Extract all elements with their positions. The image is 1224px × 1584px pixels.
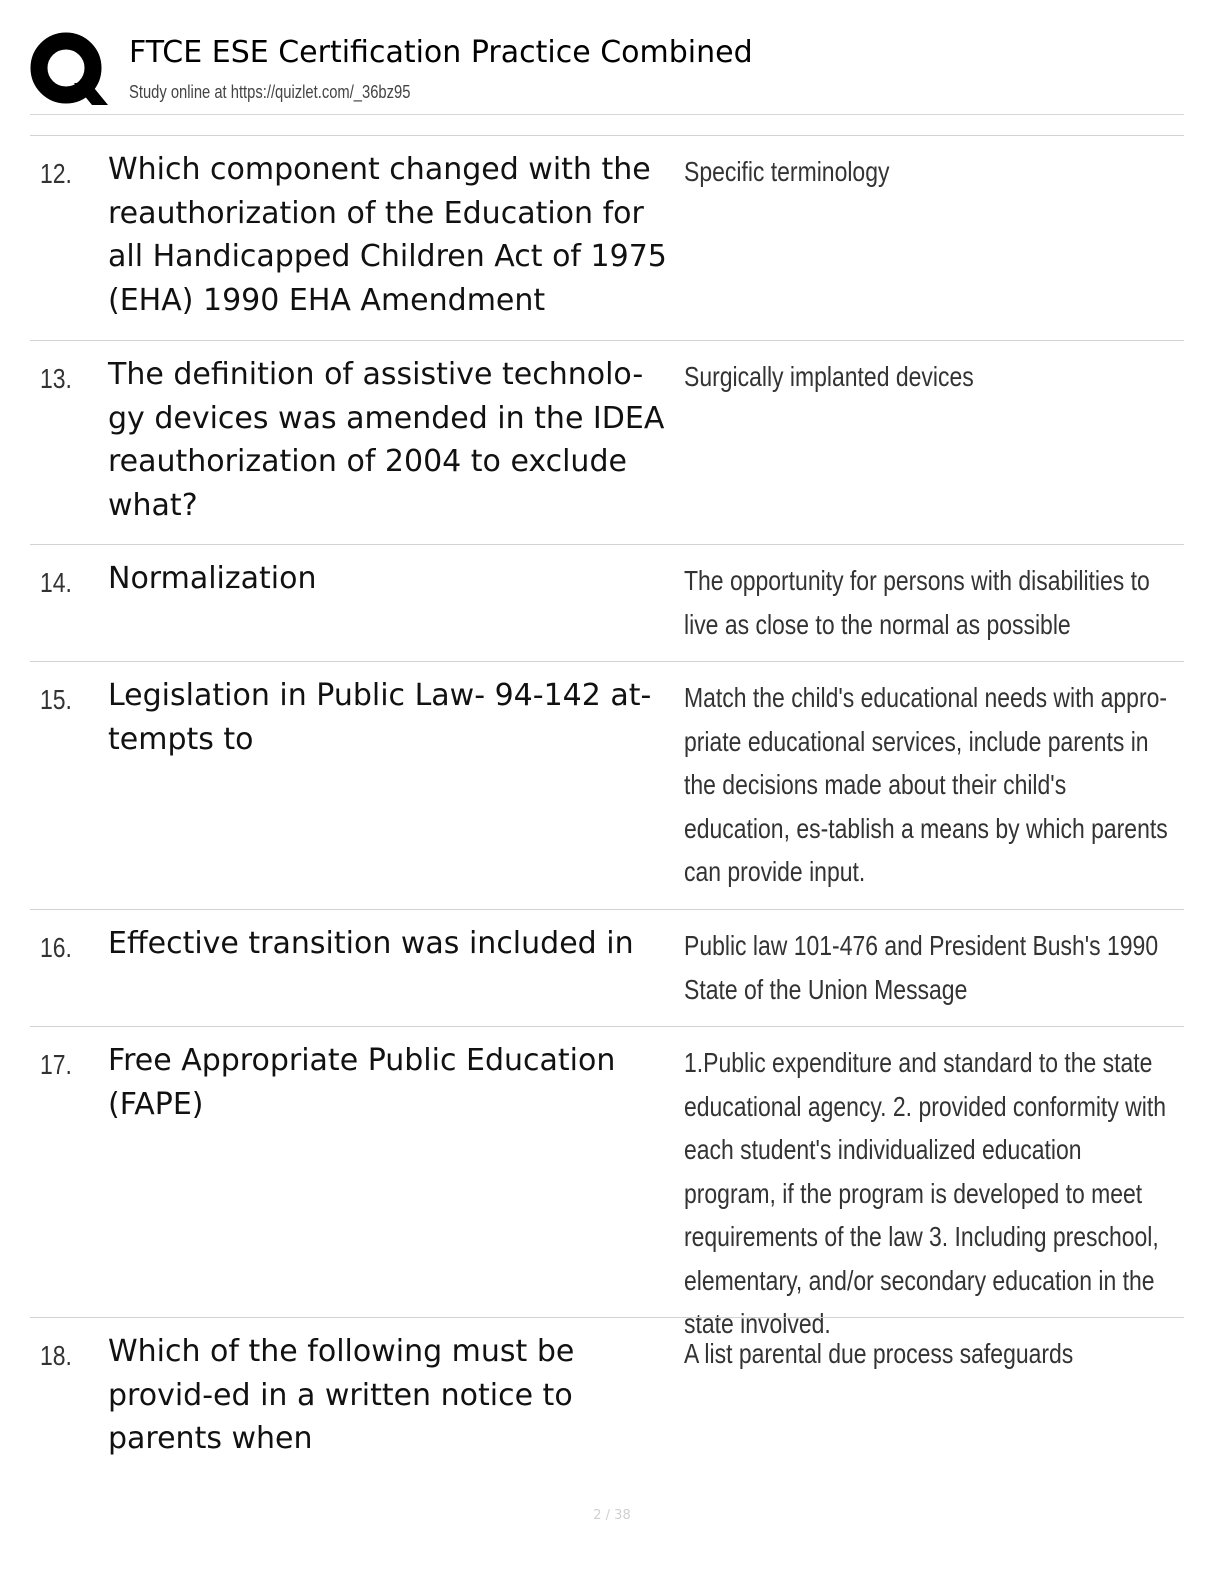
card-number: 14. [40,567,72,598]
card-term: Effective transition was included in [108,926,634,961]
flashcard-row [30,1317,1184,1457]
card-number: 12. [40,158,72,189]
card-number: 15. [40,684,72,715]
card-term: The definition of assistive technolo-gy devices was amended in the IDEA reauthorization of 2004 to exclude what? [108,357,665,523]
card-number: 18. [40,1340,72,1371]
flashcard-row [30,135,1184,340]
card-definition: Public law 101-476 and President Bush's 1990 State of the Union Message [684,930,1159,1005]
flashcard-row [30,544,1184,661]
card-term: Normalization [108,561,317,596]
study-online-link[interactable]: Study online at https://quizlet.com/_36bz95 [129,82,411,102]
flashcard-row [30,340,1184,544]
page-header [30,28,1184,114]
flashcard-row [30,909,1184,1026]
card-number: 17. [40,1049,72,1080]
flashcard-row [30,1026,1184,1339]
card-definition: Specific terminology [684,156,890,187]
card-term: Which of the following must be provid-ed in a written notice to parents when [108,1334,575,1456]
card-number: 16. [40,932,72,963]
card-definition: 1.Public expenditure and standard to the state educational agency. 2. provided conformity with each student's individualized education program, if the program is developed to meet requirements of the law 3. Including preschool, elementary, and/or secondary education in the state involved. [684,1047,1167,1339]
card-term: Which component changed with the reauthorization of the Education for all Handicapped Children Act of 1975 (EHA) 1990 EHA Amendment [108,152,667,318]
card-definition: Match the child's educational needs with appro-priate educational services, include parents in the decisions made about their child's education, es-tablish a means by which parents can provide input. [684,682,1168,887]
card-term: Free Appropriate Public Education (FAPE) [108,1043,616,1122]
card-number: 13. [40,363,72,394]
flashcard-row [30,661,1184,909]
card-term: Legislation in Public Law- 94-142 at-tempts to [108,678,652,757]
document-title: FTCE ESE Certification Practice Combined [129,35,753,70]
quizlet-q-logo-icon [30,31,108,109]
card-definition: A list parental due process safeguards [684,1338,1074,1369]
header-divider [30,114,1184,115]
page-number: 2 / 38 [593,1508,631,1523]
card-definition: Surgically implanted devices [684,361,974,392]
card-definition: The opportunity for persons with disabilities to live as close to the normal as possible [684,565,1150,640]
